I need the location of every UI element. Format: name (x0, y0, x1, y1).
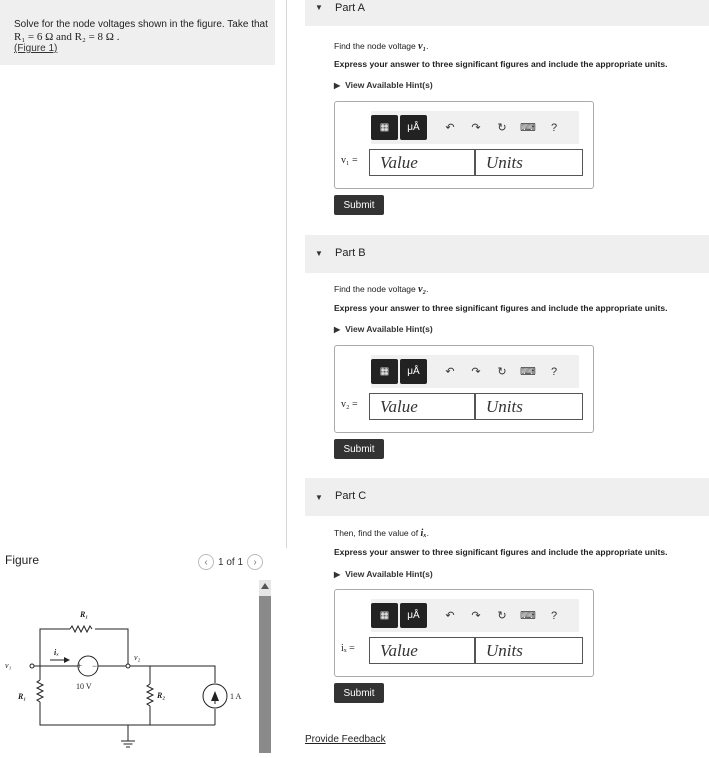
math-toolbar (371, 599, 579, 632)
scroll-up-icon[interactable] (261, 583, 269, 589)
reset-icon[interactable]: ↻ (497, 366, 507, 378)
part-b-title: Part B (335, 247, 366, 259)
ix-label: iₓ (54, 648, 59, 657)
part-c-question: Then, find the value of iₓ. (334, 528, 430, 539)
problem-statement (0, 0, 275, 65)
left-panel (0, 0, 287, 753)
figure-scrollbar[interactable] (259, 580, 271, 753)
figure-label: Figure (5, 553, 40, 567)
part-b-submit-button[interactable]: Submit (334, 439, 384, 459)
part-a-instructions: Express your answer to three significant figures and include the appropriate units. (334, 59, 668, 69)
part-c-units-input[interactable]: Units (475, 637, 583, 664)
redo-icon[interactable]: ↷ (471, 366, 481, 378)
part-c-var-label: iₓ = (341, 643, 355, 654)
part-b-question: Find the node voltage v₂. (334, 284, 429, 295)
right-panel (287, 0, 709, 753)
expand-icon: ▶ (334, 325, 341, 334)
part-a-hint-link[interactable]: ▶ View Available Hint(s) (334, 80, 433, 90)
template-grid-icon[interactable]: ▦ (371, 603, 398, 628)
part-b-units-input[interactable]: Units (475, 393, 583, 420)
source-v-label: 10 V (76, 682, 92, 691)
circuit-diagram (0, 600, 259, 753)
keyboard-icon[interactable]: ⌨ (520, 122, 536, 134)
problem-text: Solve for the node voltages shown in the figure. Take that (14, 19, 268, 30)
template-grid-icon[interactable]: ▦ (371, 359, 398, 384)
expand-icon: ▶ (334, 570, 341, 579)
problem-values: R₁ = 6 Ω and R₂ = 8 Ω . (14, 31, 120, 43)
part-a-submit-button[interactable]: Submit (334, 195, 384, 215)
part-b-var-label: v₂ = (341, 399, 358, 410)
part-a-title: Part A (335, 2, 365, 14)
r1-top-label: R₁ (80, 610, 89, 619)
units-mu-icon[interactable]: μÅ (400, 359, 427, 384)
part-a-header[interactable] (305, 0, 709, 26)
provide-feedback-link[interactable]: Provide Feedback (305, 734, 386, 745)
r2-label: R₂ (157, 691, 166, 700)
figure-link[interactable]: (Figure 1) (14, 43, 58, 54)
template-grid-icon[interactable]: ▦ (371, 115, 398, 140)
r1-left-label: R₁ (18, 692, 27, 701)
help-icon[interactable]: ? (550, 365, 558, 378)
part-a-units-input[interactable]: Units (475, 149, 583, 176)
help-icon[interactable]: ? (550, 609, 558, 622)
undo-icon[interactable]: ↶ (445, 610, 455, 622)
redo-icon[interactable]: ↷ (471, 610, 481, 622)
undo-icon[interactable]: ↶ (445, 122, 455, 134)
keyboard-icon[interactable]: ⌨ (520, 610, 536, 622)
part-b-answer-box (334, 345, 594, 433)
resistor-r2 (147, 684, 153, 706)
part-c-header[interactable] (305, 478, 709, 516)
v2-label: v₂ (134, 653, 141, 662)
collapse-icon: ▼ (315, 3, 323, 12)
part-c-title: Part C (335, 490, 367, 502)
collapse-icon: ▼ (315, 249, 323, 258)
math-toolbar (371, 111, 579, 144)
units-mu-icon[interactable]: μÅ (400, 115, 427, 140)
part-c-instructions: Express your answer to three significant figures and include the appropriate units. (334, 547, 668, 557)
undo-icon[interactable]: ↶ (445, 366, 455, 378)
resistor-r1-left (37, 680, 43, 702)
part-a-value-input[interactable]: Value (369, 149, 475, 176)
part-b-header[interactable] (305, 235, 709, 273)
resistor-r1-top (70, 626, 92, 632)
expand-icon: ▶ (334, 81, 341, 90)
part-a-question: Find the node voltage v₁. (334, 41, 429, 52)
help-icon[interactable]: ? (550, 121, 558, 134)
next-figure-button[interactable]: › (247, 554, 263, 570)
part-a-var-label: v₁ = (341, 155, 358, 166)
keyboard-icon[interactable]: ⌨ (520, 366, 536, 378)
part-b-instructions: Express your answer to three significant figures and include the appropriate units. (334, 303, 668, 313)
minus-label: − (92, 661, 98, 671)
part-a-answer-box (334, 101, 594, 189)
units-mu-icon[interactable]: μÅ (400, 603, 427, 628)
scroll-thumb[interactable] (259, 596, 271, 753)
part-b-value-input[interactable]: Value (369, 393, 475, 420)
part-b-hint-link[interactable]: ▶ View Available Hint(s) (334, 324, 433, 334)
part-c-submit-button[interactable]: Submit (334, 683, 384, 703)
reset-icon[interactable]: ↻ (497, 122, 507, 134)
wire-mid-right (98, 666, 215, 683)
part-c-answer-box (334, 589, 594, 677)
figure-pager (198, 554, 263, 570)
prev-figure-button[interactable]: ‹ (198, 554, 214, 570)
source-i-label: 1 A (230, 692, 242, 701)
pager-text: 1 of 1 (218, 556, 244, 568)
circuit-svg (0, 600, 259, 753)
reset-icon[interactable]: ↻ (497, 610, 507, 622)
plus-label: + (77, 661, 83, 671)
redo-icon[interactable]: ↷ (471, 122, 481, 134)
part-c-hint-link[interactable]: ▶ View Available Hint(s) (334, 569, 433, 579)
part-c-value-input[interactable]: Value (369, 637, 475, 664)
wire-bottom (40, 702, 215, 725)
wire-top-right (95, 629, 128, 666)
ground-symbol (121, 741, 135, 747)
collapse-icon: ▼ (315, 493, 323, 502)
v1-label: v₁ (5, 661, 12, 670)
math-toolbar (371, 355, 579, 388)
